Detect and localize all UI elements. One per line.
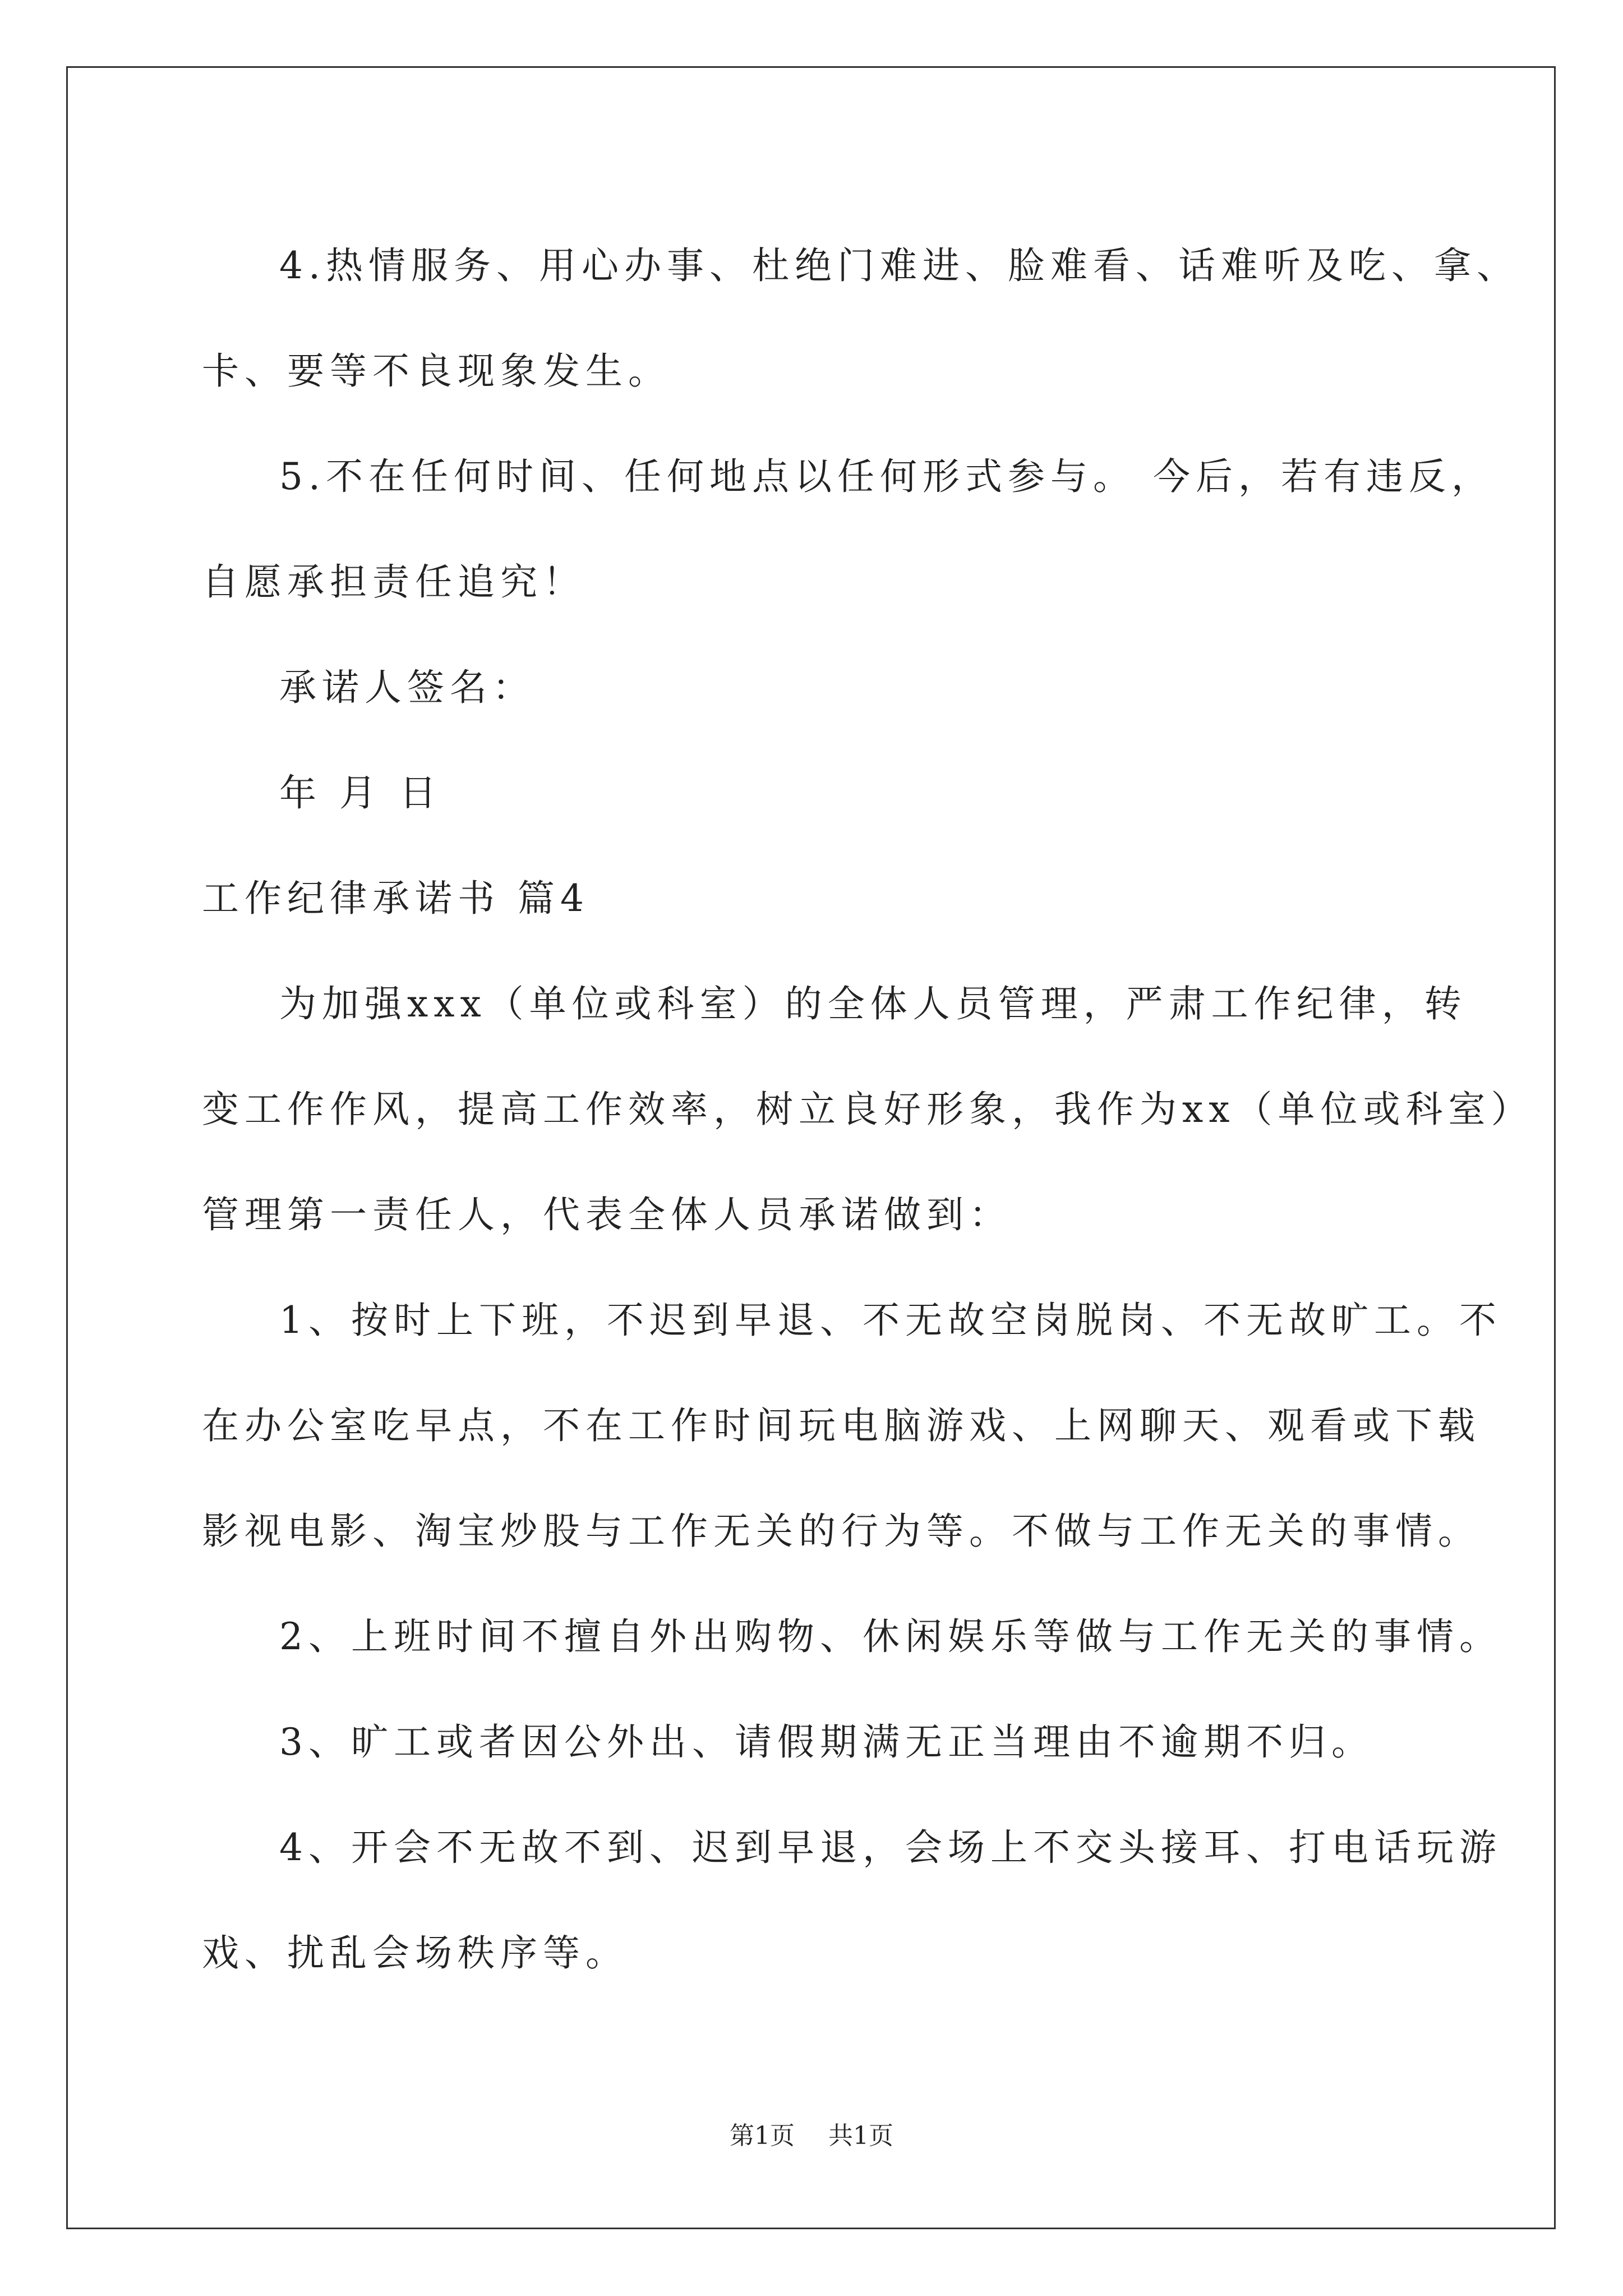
paragraph-line: 自愿承担责任追究！: [202, 560, 585, 604]
page-footer: [0, 2119, 1623, 2153]
paragraph-line: 1、按时上下班，不迟到早退、不无故空岗脱岗、不无故旷工。不: [279, 1299, 1502, 1342]
paragraph-line: 戏、扰乱会场秩序等。: [202, 1931, 628, 1975]
paragraph-line: 影视电影、淘宝炒股与工作无关的行为等。不做与工作无关的事情。: [202, 1510, 1481, 1553]
paragraph-line: 在办公室吃早点，不在工作时间玩电脑游戏、上网聊天、观看或下载: [202, 1404, 1481, 1447]
paragraph-line: 2、上班时间不擅自外出购物、休闲娱乐等做与工作无关的事情。: [279, 1615, 1502, 1658]
paragraph-line: 4、开会不无故不到、迟到早退，会场上不交头接耳、打电话玩游: [279, 1826, 1502, 1869]
paragraph-line: 3、旷工或者因公外出、请假期满无正当理由不逾期不归。: [279, 1720, 1374, 1764]
document-body: [202, 213, 1534, 2006]
page-total: 共1页: [828, 2122, 893, 2150]
signature-label: 承诺人签名：: [279, 666, 535, 709]
paragraph-line: 卡、要等不良现象发生。: [202, 349, 671, 393]
paragraph-line: 变工作作风，提高工作效率，树立良好形象，我作为xx（单位或科室）: [202, 1088, 1534, 1131]
paragraph-line: 4.热情服务、用心办事、杜绝门难进、脸难看、话难听及吃、拿、: [279, 244, 1519, 287]
paragraph-line: 为加强xxx（单位或科室）的全体人员管理，严肃工作纪律，转: [279, 982, 1467, 1025]
paragraph-line: 管理第一责任人，代表全体人员承诺做到：: [202, 1193, 1012, 1236]
date-line: 年 月 日: [279, 771, 442, 815]
paragraph-line: 5.不在任何时间、任何地点以任何形式参与。 今后，若有违反，: [279, 455, 1494, 498]
page-number: 第1页: [730, 2122, 795, 2150]
section-title: 工作纪律承诺书 篇4: [202, 877, 589, 920]
